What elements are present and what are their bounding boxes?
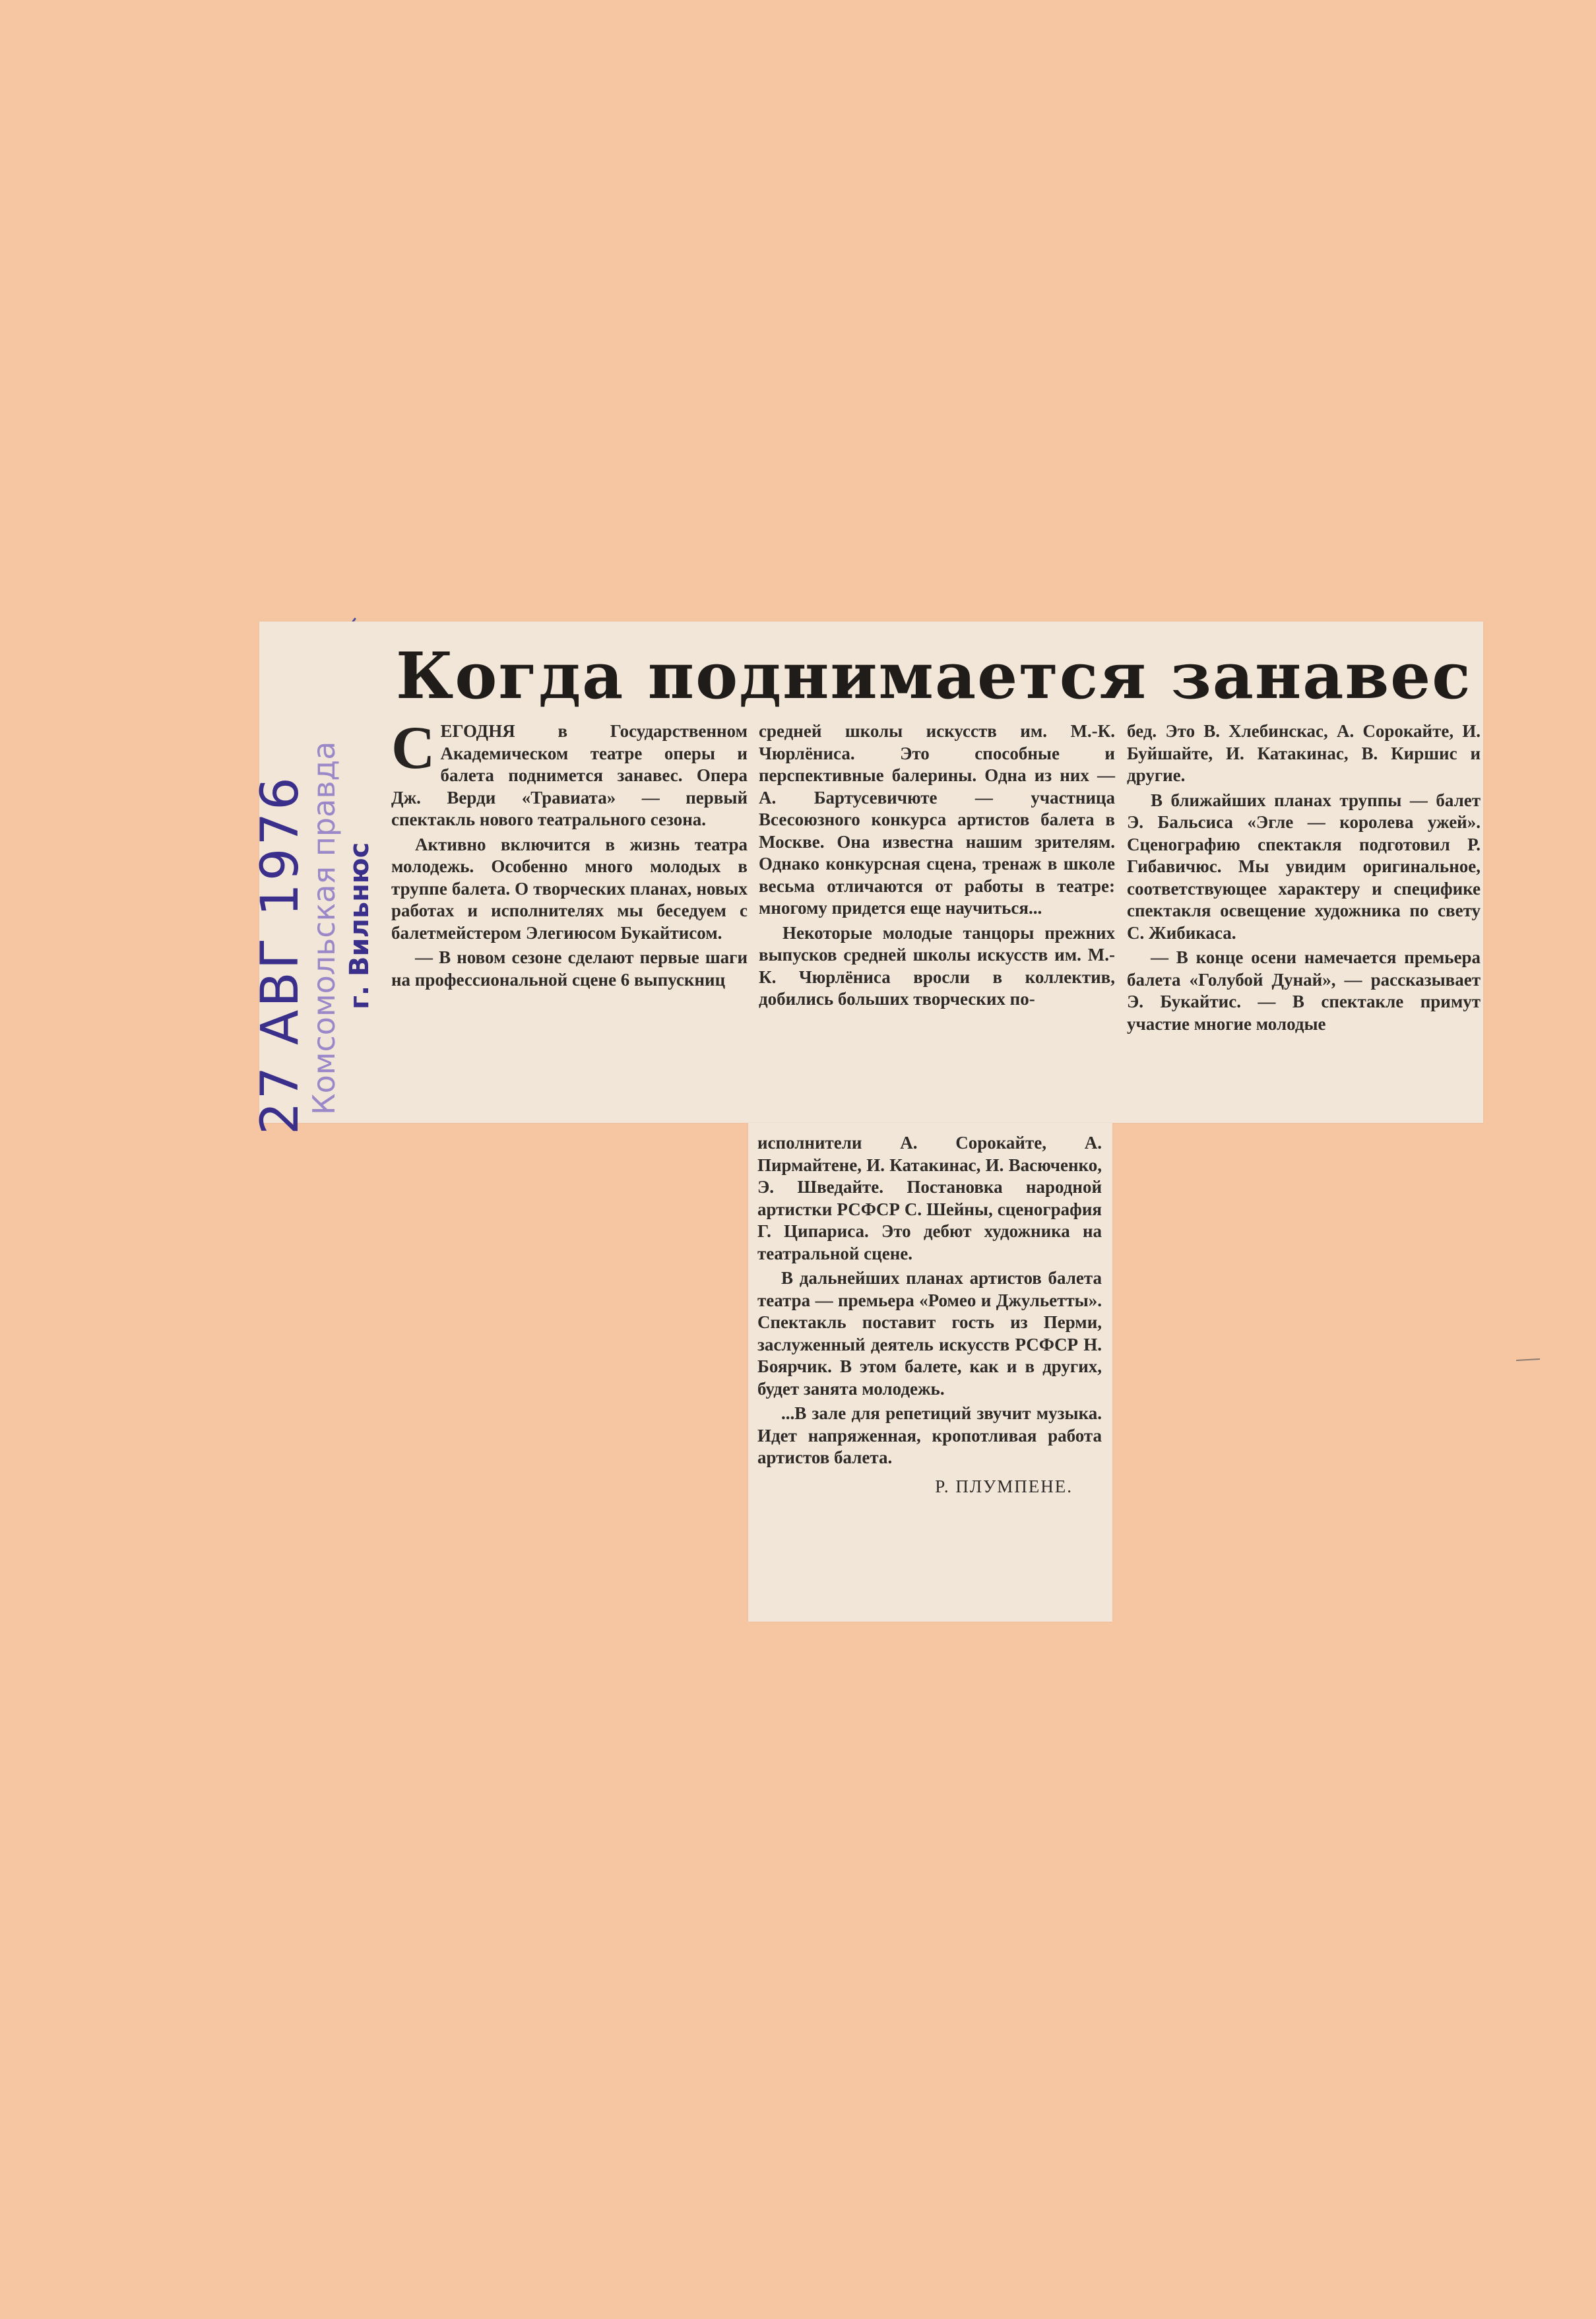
article-headline: Когда поднимается занавес — [396, 639, 1472, 713]
article-paragraph: — В конце осени намечается премьера балета «Голубой Дунай», — рассказывает Э. Букайтис. — В спектакле примут участие многие молодые — [1127, 947, 1481, 1034]
stamp-newspaper-name: Комсомольская правда — [306, 741, 342, 1115]
article-paragraph: средней школы искусств им. М.-К. Чюрлёниса. Это способные и перспективные балерины. Одна из них — А. Бартусевичюте — участница Всесоюзного конкурса артистов балета в Москве. Она известна нашим зрителям. Однако конкурсная сцена, тренаж в школе весьма отличаются от работы в театре: многому придется еще научиться... — [759, 721, 1115, 918]
article-paragraph: В дальнейших планах артистов балета театра — премьера «Ромео и Джульетты». Спектакль поставит гость из Перми, заслуженный деятель искусств РСФСР Н. Боярчик. В этом балете, как и в других, будет занята молодежь. — [757, 1268, 1102, 1399]
article-column-continuation — [757, 1132, 1102, 1498]
pencil-mark-icon — [1516, 1358, 1540, 1362]
article-paragraph: ...В зале для репетиций звучит музыка. Идет напряженная, кропотливая работа артистов балета. — [757, 1403, 1102, 1467]
article-paragraph: Некоторые молодые танцоры прежних выпусков средней школы искусств им. М.-К. Чюрлёниса вросли в коллектив, добились больших творческих по- — [759, 922, 1115, 1009]
article-paragraph: исполнители А. Сорокайте, А. Пирмайтене, И. Катакинас, И. Васюченко, Э. Шведайте. Постановка народной артистки РСФСР С. Шейны, сценография Г. Ципариса. Это дебют художника на театральной сцене. — [757, 1133, 1102, 1263]
article-paragraph: бед. Это В. Хлебинскас, А. Сорокайте, И. Буйшайте, И. Катакинас, В. Киршис и другие. — [1127, 721, 1481, 785]
article-column-2 — [759, 720, 1115, 1013]
stamp-city: г. Вильнюс — [344, 842, 375, 1009]
article-paragraph: В ближайших планах труппы — балет Э. Бальсиса «Эгле — королева ужей». Сценографию спектакля подготовил Р. Гибавичюс. Мы увидим оригинальное, соответствующее характеру и специфике спектакля освещение художника по свету С. Жибикаса. — [1127, 790, 1481, 943]
article-paragraph — [391, 714, 748, 831]
article-paragraph: — В новом сезоне сделают первые шаги на профессиональной сцене 6 выпускниц — [391, 947, 748, 990]
stamp-date: 27 АВГ 1976 — [251, 775, 310, 1135]
article-paragraph: Активно включится в жизнь театра молодежь. Особенно много молодых в труппе балета. О творческих планах, новых работах и исполнителях мы беседуем с балетмейстером Элегиюсом Букайтисом. — [391, 834, 748, 943]
article-column-1 — [391, 714, 748, 994]
paragraph-text: ЕГОДНЯ в Государственном Академическом театре оперы и балета поднимется занавес. Опера Дж. Верди «Травиата» — первый спектакль нового театрального сезона. — [391, 721, 748, 829]
drop-cap: С — [391, 714, 435, 781]
article-column-3 — [1127, 720, 1481, 1038]
author-signature: Р. ПЛУМПЕНЕ. — [935, 1476, 1073, 1496]
date-stamp — [251, 713, 426, 1135]
